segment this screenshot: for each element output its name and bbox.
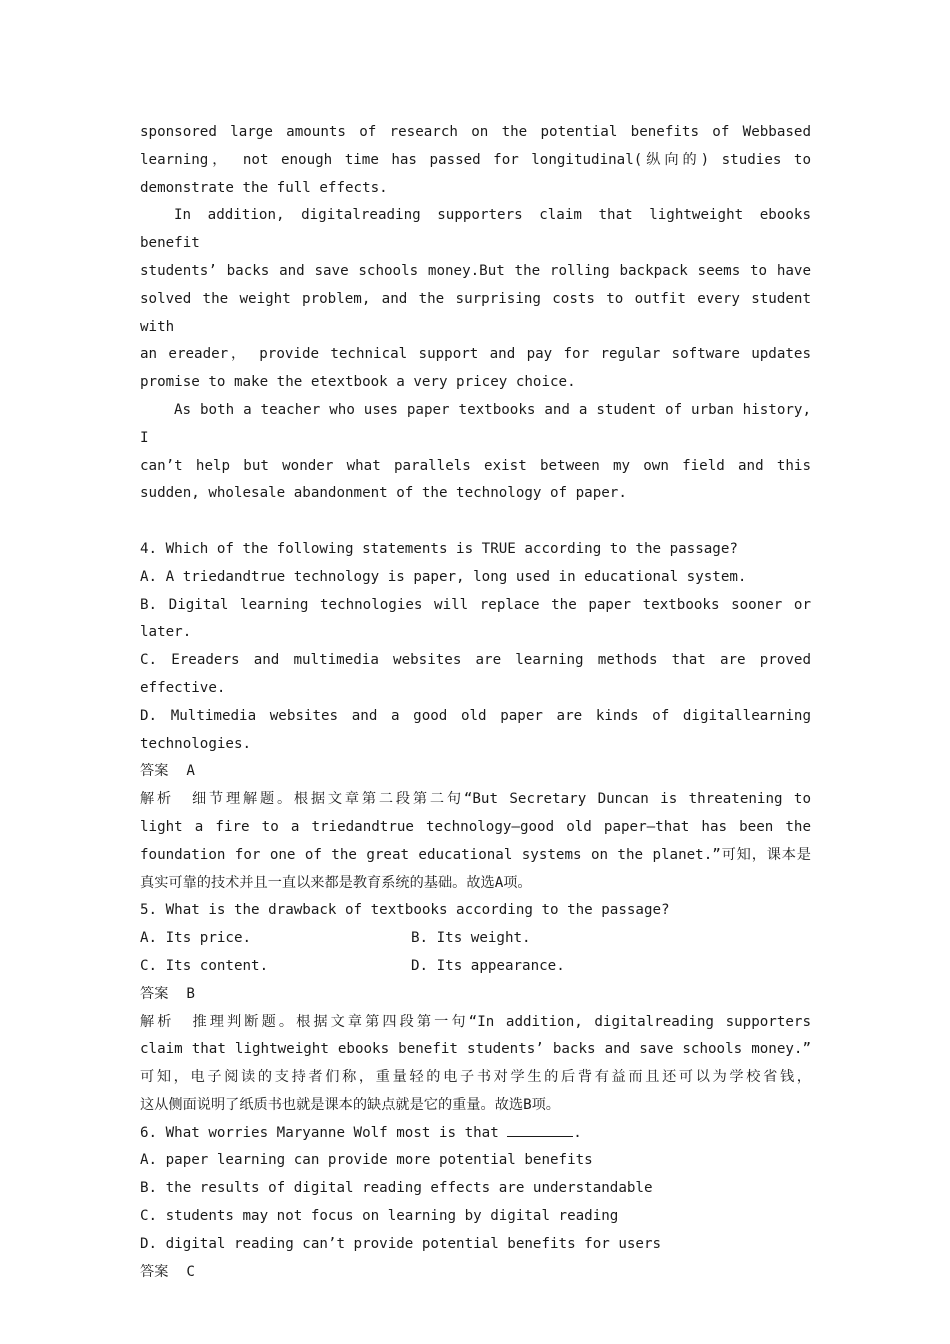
passage-paragraph-3 [140, 397, 811, 508]
text-line: students’ backs and save schools money.But the rolling backpack seems to have [140, 262, 811, 279]
question-text: 4. Which of the following statements is TRUE according to the passage? [140, 540, 738, 557]
option-b: B. Its weight. [411, 930, 531, 947]
answer-line [140, 981, 811, 1009]
text-line: sudden, wholesale abandonment of the technology of paper. [140, 485, 627, 502]
text-line: learning， not enough time has passed for longitudinal(纵向的) studies to [140, 151, 811, 168]
analysis-text: 推理判断题。根据文章第四段第一句“In addition, digitalreading supporters [192, 1013, 811, 1030]
question-4 [140, 536, 811, 897]
analysis-text: light a fire to a triedandtrue technology—good old paper—that has been the [140, 818, 811, 835]
option-b: B. Digital learning technologies will replace the paper textbooks sooner or [140, 596, 811, 613]
question-6 [140, 1120, 811, 1287]
options-row-2 [140, 953, 811, 981]
analysis-label: 解析 [140, 1013, 175, 1030]
answer-line [140, 1259, 811, 1287]
analysis-line [140, 786, 811, 814]
answer-label: 答案 [140, 1263, 169, 1280]
answer-value: C [186, 1263, 195, 1280]
text-line: demonstrate the full effects. [140, 179, 388, 196]
answer-value: A [186, 763, 195, 780]
question-text [140, 1120, 811, 1148]
passage-paragraph-2 [140, 202, 811, 397]
option-c: C. students may not focus on learning by digital reading [140, 1208, 619, 1225]
answer-blank [507, 1121, 573, 1137]
text-line: In addition, digitalreading supporters claim that lightweight ebooks benefit [140, 207, 811, 252]
option-d: D. Its appearance. [411, 957, 565, 974]
analysis-label: 解析 [140, 791, 174, 808]
text-line: promise to make the etextbook a very pricey choice. [140, 374, 576, 391]
analysis-text: 这从侧面说明了纸质书也就是课本的缺点就是它的重量。故选B项。 [140, 1096, 560, 1113]
option-b: B. the results of digital reading effects are understandable [140, 1180, 653, 1197]
question-5 [140, 897, 811, 1119]
answer-line [140, 758, 811, 786]
analysis-text: claim that lightweight ebooks benefit students’ backs and save schools money.” [140, 1041, 811, 1058]
question-text: 5. What is the drawback of textbooks according to the passage? [140, 902, 670, 919]
analysis-text: 可知，电子阅读的支持者们称，重量轻的电子书对学生的后背有益而且还可以为学校省钱， [140, 1069, 811, 1086]
option-b-continued: later. [140, 624, 192, 641]
text-line: As both a teacher who uses paper textbooks and a student of urban history, I [140, 401, 811, 446]
analysis-text: foundation for one of the great educational systems on the planet.”可知，课本是 [140, 846, 811, 863]
section-spacer [140, 508, 811, 536]
answer-label: 答案 [140, 985, 169, 1002]
analysis-text: 细节理解题。根据文章第二段第二句“But Secretary Duncan is threatening to [191, 791, 811, 808]
question-prefix: 6. What worries Maryanne Wolf most is that [140, 1124, 499, 1141]
option-c-continued: effective. [140, 679, 226, 696]
answer-value: B [186, 985, 195, 1002]
option-d-continued: technologies. [140, 735, 252, 752]
option-a: A. paper learning can provide more potential benefits [140, 1152, 593, 1169]
question-suffix: . [573, 1124, 582, 1141]
option-c: C. Ereaders and multimedia websites are learning methods that are proved [140, 652, 811, 669]
option-a: A. A triedandtrue technology is paper, long used in educational system. [140, 568, 747, 585]
text-line: can’t help but wonder what parallels exist between my own field and this [140, 457, 811, 474]
passage-paragraph-1 [140, 119, 811, 202]
answer-label: 答案 [140, 763, 169, 780]
option-d: D. digital reading can’t provide potential benefits for users [140, 1235, 662, 1252]
text-line: solved the weight problem, and the surprising costs to outfit every student with [140, 290, 811, 335]
text-line: sponsored large amounts of research on the potential benefits of Webbased [140, 124, 811, 140]
options-row-1 [140, 925, 811, 953]
text-line: an ereader， provide technical support and pay for regular software updates [140, 346, 811, 363]
option-d: D. Multimedia websites and a good old paper are kinds of digitallearning [140, 707, 811, 724]
analysis-line [140, 1009, 811, 1037]
analysis-text: 真实可靠的技术并且一直以来都是教育系统的基础。故选A项。 [140, 874, 532, 891]
option-a: A. Its price. [140, 930, 252, 947]
option-c: C. Its content. [140, 957, 269, 974]
document-content [140, 119, 811, 1286]
